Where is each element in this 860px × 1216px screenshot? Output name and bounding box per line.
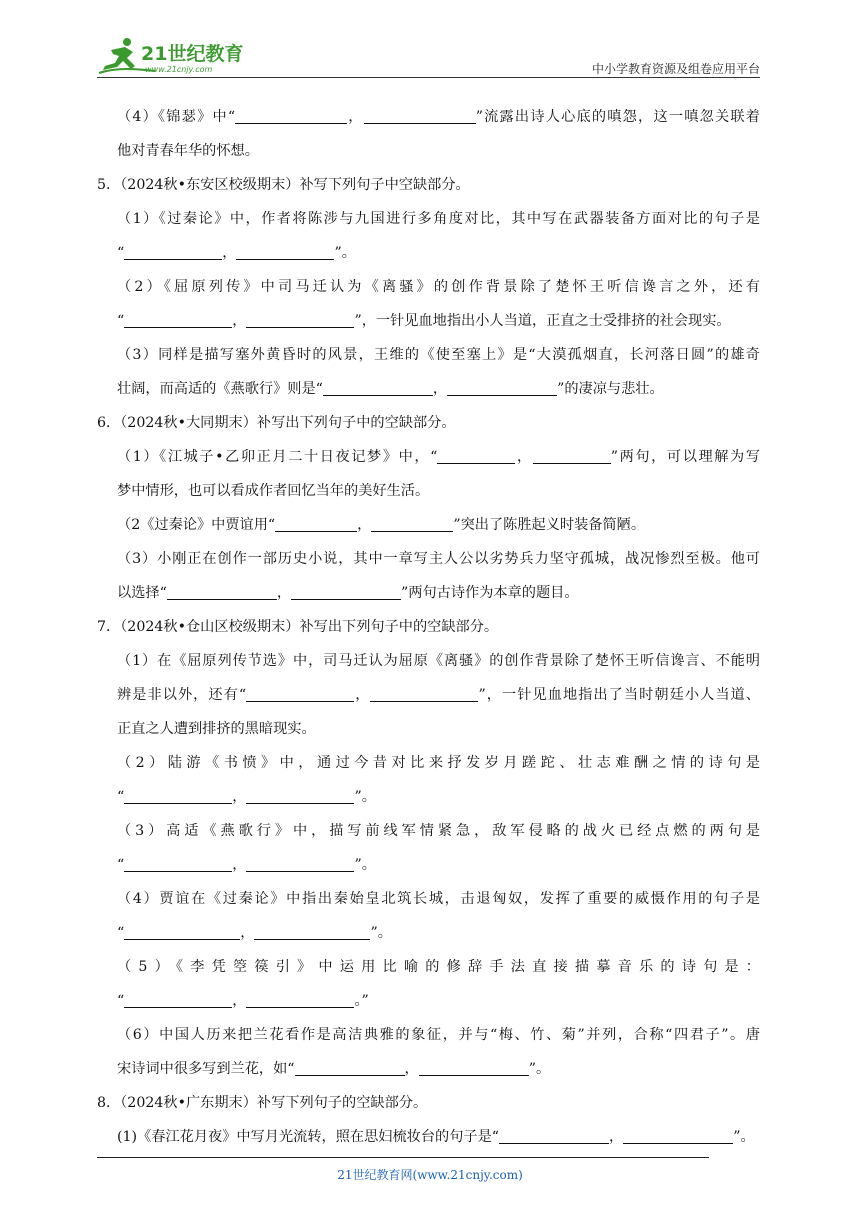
header-divider [97,77,760,78]
text-line [97,508,760,542]
line-text: （6）中国人历来把兰花看作是高洁典雅的象征，并与“梅、竹、菊”并列，合称“四君子”。唐 [117,1027,760,1043]
answer-blank[interactable] [167,583,277,600]
line-text: （3）小刚正在创作一部历史小说，其中一章写主人公以劣势兵力坚守孤城，战况惨烈至极。他可 [117,551,760,567]
line-text: ”流露出诗人心底的嗔怨，这一嗔忽关联着 [475,109,760,125]
line-text: 梦中情形，也可以看成作者回忆当年的美好生活。 [117,483,430,499]
text-line [97,202,760,236]
text-line [97,542,760,576]
line-text: （2《过秦论》中贾谊用“ [117,517,276,533]
text-line [97,168,760,202]
line-text: ， [432,381,448,397]
text-line [97,338,760,372]
line-text: “ [117,789,125,805]
line-text: ”，一针见血地指出了当时朝廷小人当道、 [478,687,760,703]
line-text: ”，一针见血地指出小人当道，正直之士受排挤的社会现实。 [354,313,731,329]
line-text: 6．（2024秋•大同期末）补写出下列句子中的空缺部分。 [97,415,456,431]
answer-blank[interactable] [499,1127,609,1144]
footer-text[interactable]: 21世纪教育网(www.21cnjy.com) [337,1168,523,1182]
line-text: (1)《春江花月夜》中写月光流转，照在思妇梳妆台的句子是“ [117,1129,500,1145]
line-text: ”。 [354,789,376,805]
line-text: ”。 [528,1061,551,1077]
answer-blank[interactable] [295,1059,405,1076]
line-text: 。” [354,993,369,1009]
line-text: ”两句古诗作为本章的题目。 [401,585,579,601]
line-text: ”。 [733,1129,755,1145]
answer-blank[interactable] [291,583,401,600]
line-text: ， [232,313,247,329]
line-text: （1）《过秦论》中，作者将陈涉与九国进行多角度对比，其中写在武器装备方面对比的句子是 [117,211,760,227]
text-line [97,1052,760,1086]
text-line [97,372,760,406]
text-line [97,610,760,644]
line-text: ， [357,517,372,533]
line-text: ， [276,585,292,601]
line-text: （2）陆游《书愤》中，通过今昔对比来抒发岁月蹉跎、壮志难酬之情的诗句是 [117,755,760,771]
answer-blank[interactable] [124,991,232,1008]
line-text: “ [117,925,125,941]
text-line [97,1018,760,1052]
page-header [97,34,760,80]
line-text: （3）高适《燕歌行》中，描写前线军情紧急，敌军侵略的战火已经点燃的两句是 [117,823,760,839]
line-text: （4）贾谊在《过秦论》中指出秦始皇北筑长城，击退匈奴，发挥了重要的威慑作用的句子是 [117,891,760,907]
text-line [97,134,760,168]
answer-blank[interactable] [275,515,357,532]
text-line [97,1120,760,1154]
line-text: ”。 [354,857,376,873]
answer-blank[interactable] [246,311,354,328]
text-line [97,916,760,950]
answer-blank[interactable] [124,855,232,872]
text-line [97,814,760,848]
answer-blank[interactable] [124,243,222,260]
text-line [97,950,760,984]
answer-blank[interactable] [246,991,354,1008]
line-text: （1）《江城子•乙卯正月二十日夜记梦》中，“ [117,449,438,465]
line-text: （4）《锦瑟》中“ [117,109,236,125]
text-line [97,474,760,508]
line-text: ”两句，可以理解为写 [610,449,760,465]
line-text: 正直之人遭到排挤的黑暗现实。 [117,721,316,737]
text-line [97,1086,760,1120]
line-text: 宋诗词中很多写到兰花，如“ [117,1061,295,1077]
answer-blank[interactable] [447,379,557,396]
text-line [97,304,760,338]
svg-text:www.21cnjy.com: www.21cnjy.com [145,65,213,74]
text-line [97,100,760,134]
line-text: 以选择“ [117,585,167,601]
line-text: “ [117,245,125,261]
line-text: ”。 [334,245,356,261]
line-text: 8．（2024秋•广东期末）补写下列句子的空缺部分。 [97,1095,428,1111]
line-text: ， [515,449,533,465]
answer-blank[interactable] [370,685,478,702]
text-line [97,406,760,440]
text-line [97,780,760,814]
line-text: 5．（2024秋•东安区校级期末）补写下列句子中空缺部分。 [97,177,470,193]
line-text: ， [240,925,255,941]
answer-blank[interactable] [124,787,232,804]
answer-blank[interactable] [254,923,370,940]
answer-blank[interactable] [371,515,453,532]
line-text: 辨是非以外，还有“ [117,687,247,703]
answer-blank[interactable] [437,447,515,464]
line-text: ， [404,1061,419,1077]
text-line [97,984,760,1018]
answer-blank[interactable] [364,107,476,124]
line-text: （1）在《屈原列传节选》中，司马迁认为屈原《离骚》的创作背景除了楚怀王听信谗言、不能明 [117,653,760,669]
answer-blank[interactable] [236,243,334,260]
line-text: “ [117,313,125,329]
line-text: ， [232,789,247,805]
line-text: 壮阔，而高适的《燕歌行》则是“ [117,381,323,397]
text-line [97,712,760,746]
text-line [97,576,760,610]
line-text: ， [609,1129,624,1145]
answer-blank[interactable] [246,685,354,702]
answer-blank[interactable] [235,107,347,124]
text-line [97,848,760,882]
line-text: “ [117,857,125,873]
text-line [97,882,760,916]
answer-blank[interactable] [246,787,354,804]
line-text: “ [117,993,125,1009]
answer-blank[interactable] [124,311,232,328]
answer-blank[interactable] [419,1059,529,1076]
answer-blank[interactable] [533,447,611,464]
line-text: （3）同样是描写塞外黄昏时的风景，王维的《使至塞上》是“大漠孤烟直，长河落日圆”的雄奇 [117,347,760,363]
text-line [97,678,760,712]
line-text: （5）《李凭箜篌引》中运用比喻的修辞手法直接描摹音乐的诗句是： [117,959,760,975]
footer-divider [97,1157,709,1158]
text-line [97,270,760,304]
answer-blank[interactable] [623,1127,733,1144]
answer-blank[interactable] [323,379,433,396]
line-text: ， [222,245,237,261]
text-line [97,236,760,270]
site-logo [97,36,257,76]
document-body [97,100,760,1154]
answer-blank[interactable] [124,923,240,940]
line-text: 他对青春年华的怀想。 [117,143,259,159]
line-text: ， [354,687,371,703]
line-text: ， [232,857,247,873]
line-text: ”的凄凉与悲壮。 [557,381,664,397]
text-line [97,644,760,678]
line-text: ， [347,109,364,125]
line-text: ， [232,993,247,1009]
svg-text:21世纪教育: 21世纪教育 [141,43,244,65]
line-text: ”突出了陈胜起义时装备简陋。 [453,517,646,533]
platform-title: 中小学教育资源及组卷应用平台 [591,62,760,76]
text-line [97,440,760,474]
line-text: 7．（2024秋•仓山区校级期末）补写出下列句子中的空缺部分。 [97,619,499,635]
line-text: ”。 [370,925,392,941]
text-line [97,746,760,780]
line-text: （2）《屈原列传》中司马迁认为《离骚》的创作背景除了楚怀王听信谗言之外，还有 [117,279,760,295]
answer-blank[interactable] [246,855,354,872]
